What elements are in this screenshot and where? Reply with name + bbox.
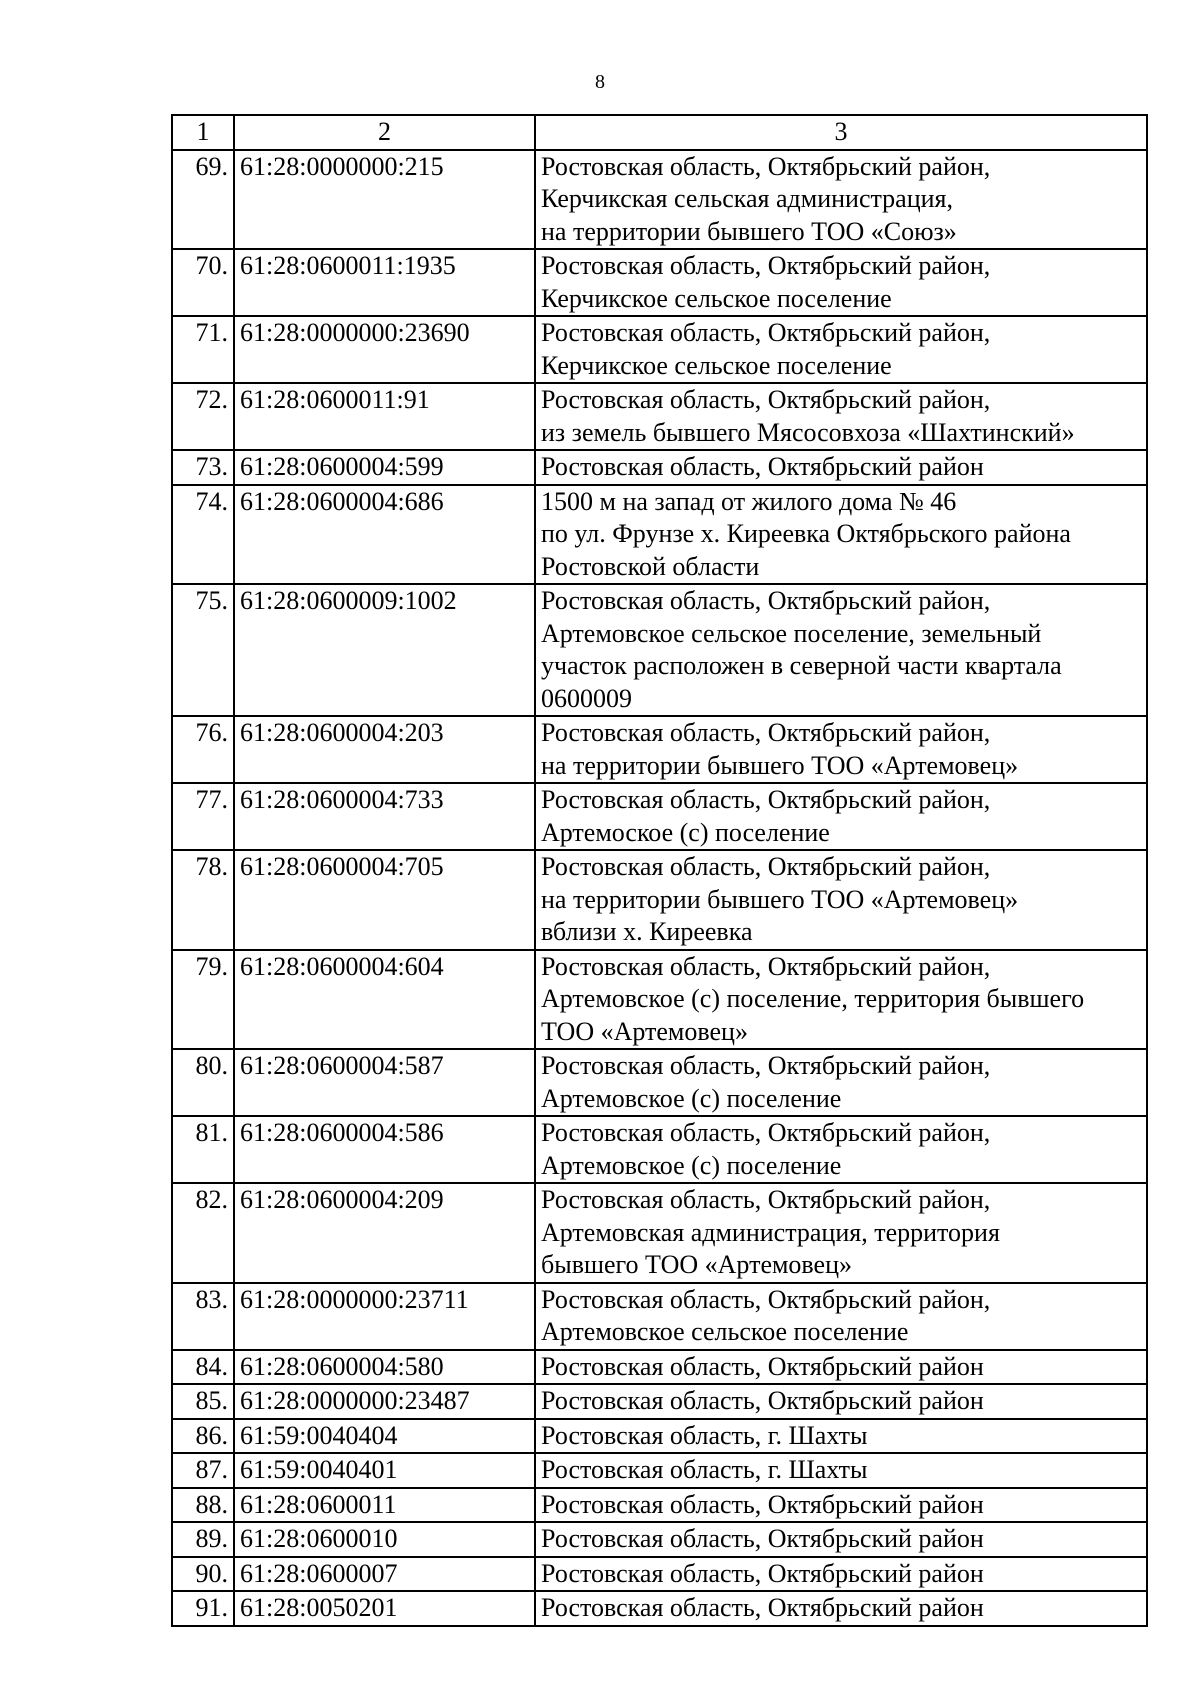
row-number-cell: 82.	[172, 1183, 234, 1283]
cadastral-number-cell: 61:28:0600011:1935	[234, 249, 535, 316]
table-row	[172, 1522, 1147, 1557]
address-cell: Ростовская область, Октябрьский район, Артемовское (с) поселение	[535, 1116, 1147, 1183]
table-row	[172, 783, 1147, 850]
address-cell: Ростовская область, Октябрьский район, Артемоское (с) поселение	[535, 783, 1147, 850]
cadastral-number-cell: 61:28:0600004:604	[234, 950, 535, 1050]
cadastral-number-cell: 61:59:0040401	[234, 1453, 535, 1488]
cadastral-number-cell: 61:28:0600004:209	[234, 1183, 535, 1283]
cadastral-number-cell: 61:28:0000000:23711	[234, 1283, 535, 1350]
address-cell: Ростовская область, Октябрьский район, на территории бывшего ТОО «Артемовец»	[535, 716, 1147, 783]
cadastral-number-cell: 61:28:0600004:686	[234, 485, 535, 585]
row-number-cell: 78.	[172, 850, 234, 950]
row-number-cell: 91.	[172, 1591, 234, 1626]
table-row	[172, 1049, 1147, 1116]
row-number-cell: 80.	[172, 1049, 234, 1116]
table-row	[172, 716, 1147, 783]
cadastral-number-cell: 61:28:0600004:733	[234, 783, 535, 850]
table-row	[172, 584, 1147, 716]
row-number-cell: 79.	[172, 950, 234, 1050]
table-header	[172, 115, 1147, 150]
cadastral-number-cell: 61:28:0000000:23487	[234, 1384, 535, 1419]
cadastral-number-cell: 61:28:0600011	[234, 1488, 535, 1523]
address-cell: Ростовская область, Октябрьский район, Артемовское (с) поселение, территория бывшего ТОО «Артемовец»	[535, 950, 1147, 1050]
cadastral-number-cell: 61:28:0600004:586	[234, 1116, 535, 1183]
row-number-cell: 89.	[172, 1522, 234, 1557]
row-number-cell: 84.	[172, 1350, 234, 1385]
table-row	[172, 950, 1147, 1050]
cadastral-number-cell: 61:28:0600010	[234, 1522, 535, 1557]
cadastral-number-cell: 61:59:0040404	[234, 1419, 535, 1454]
row-number-cell: 75.	[172, 584, 234, 716]
page-number: 8	[595, 71, 605, 93]
table-row	[172, 850, 1147, 950]
address-cell: Ростовская область, Октябрьский район	[535, 450, 1147, 485]
address-cell: Ростовская область, Октябрьский район, Керчикское сельское поселение	[535, 249, 1147, 316]
row-number-cell: 76.	[172, 716, 234, 783]
table-row	[172, 1453, 1147, 1488]
table-row	[172, 249, 1147, 316]
row-number-cell: 81.	[172, 1116, 234, 1183]
table-row	[172, 485, 1147, 585]
row-number-cell: 86.	[172, 1419, 234, 1454]
address-cell: Ростовская область, Октябрьский район, Артемовское сельское поселение	[535, 1283, 1147, 1350]
cadastral-number-cell: 61:28:0600011:91	[234, 383, 535, 450]
address-cell: Ростовская область, Октябрьский район, Артемовское (с) поселение	[535, 1049, 1147, 1116]
address-cell: Ростовская область, Октябрьский район	[535, 1522, 1147, 1557]
table-row	[172, 1183, 1147, 1283]
cadastral-number-cell: 61:28:0600004:203	[234, 716, 535, 783]
address-cell: Ростовская область, Октябрьский район, Керчикская сельская администрация, на территории бывшего ТОО «Союз»	[535, 150, 1147, 250]
table-row	[172, 1283, 1147, 1350]
row-number-cell: 74.	[172, 485, 234, 585]
address-cell: Ростовская область, Октябрьский район	[535, 1350, 1147, 1385]
cadastral-number-cell: 61:28:0600004:599	[234, 450, 535, 485]
header-column-3: 3	[535, 115, 1147, 150]
cadastral-number-cell: 61:28:0000000:215	[234, 150, 535, 250]
address-cell: Ростовская область, Октябрьский район	[535, 1591, 1147, 1626]
cadastral-number-cell: 61:28:0600004:587	[234, 1049, 535, 1116]
row-number-cell: 87.	[172, 1453, 234, 1488]
table-row	[172, 383, 1147, 450]
row-number-cell: 77.	[172, 783, 234, 850]
row-number-cell: 85.	[172, 1384, 234, 1419]
cadastral-number-cell: 61:28:0050201	[234, 1591, 535, 1626]
header-column-1: 1	[172, 115, 234, 150]
row-number-cell: 72.	[172, 383, 234, 450]
row-number-cell: 88.	[172, 1488, 234, 1523]
table-body	[172, 150, 1147, 1626]
cadastral-registry-table	[171, 114, 1148, 1627]
address-cell: Ростовская область, г. Шахты	[535, 1453, 1147, 1488]
table-row	[172, 1384, 1147, 1419]
address-cell: Ростовская область, Октябрьский район, Артемовское сельское поселение, земельный участок расположен в северной части квартала 0600009	[535, 584, 1147, 716]
row-number-cell: 83.	[172, 1283, 234, 1350]
address-cell: Ростовская область, г. Шахты	[535, 1419, 1147, 1454]
cadastral-number-cell: 61:28:0000000:23690	[234, 316, 535, 383]
header-row	[172, 115, 1147, 150]
address-cell: Ростовская область, Октябрьский район	[535, 1488, 1147, 1523]
cadastral-number-cell: 61:28:0600009:1002	[234, 584, 535, 716]
cadastral-number-cell: 61:28:0600007	[234, 1557, 535, 1592]
table-row	[172, 1350, 1147, 1385]
row-number-cell: 69.	[172, 150, 234, 250]
table-row	[172, 450, 1147, 485]
table-row	[172, 1591, 1147, 1626]
address-cell: Ростовская область, Октябрьский район	[535, 1557, 1147, 1592]
row-number-cell: 73.	[172, 450, 234, 485]
address-cell: Ростовская область, Октябрьский район	[535, 1384, 1147, 1419]
row-number-cell: 90.	[172, 1557, 234, 1592]
address-cell: Ростовская область, Октябрьский район, Керчикское сельское поселение	[535, 316, 1147, 383]
address-cell: Ростовская область, Октябрьский район, Артемовская администрация, территория бывшего ТОО «Артемовец»	[535, 1183, 1147, 1283]
address-cell: Ростовская область, Октябрьский район, на территории бывшего ТОО «Артемовец» вблизи х. Киреевка	[535, 850, 1147, 950]
table-row	[172, 1116, 1147, 1183]
row-number-cell: 71.	[172, 316, 234, 383]
cadastral-number-cell: 61:28:0600004:705	[234, 850, 535, 950]
cadastral-number-cell: 61:28:0600004:580	[234, 1350, 535, 1385]
header-column-2: 2	[234, 115, 535, 150]
table-row	[172, 316, 1147, 383]
address-cell: 1500 м на запад от жилого дома № 46 по ул. Фрунзе х. Киреевка Октябрьского района Ростовской области	[535, 485, 1147, 585]
table-row	[172, 1488, 1147, 1523]
table-row	[172, 1557, 1147, 1592]
table-row	[172, 1419, 1147, 1454]
table-row	[172, 150, 1147, 250]
address-cell: Ростовская область, Октябрьский район, из земель бывшего Мясосовхоза «Шахтинский»	[535, 383, 1147, 450]
row-number-cell: 70.	[172, 249, 234, 316]
